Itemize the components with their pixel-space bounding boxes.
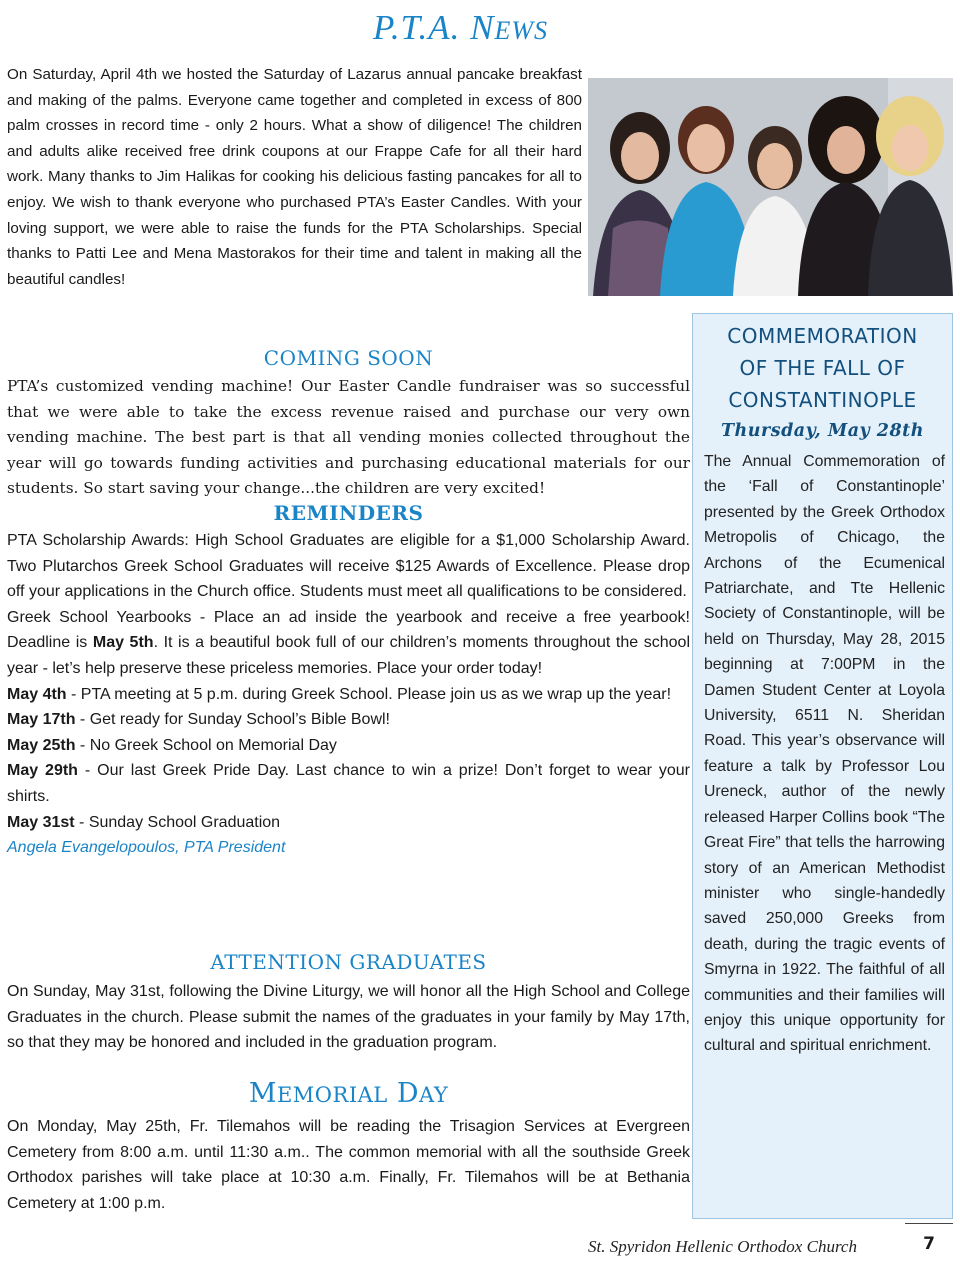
reminder-date: May 29th	[7, 762, 78, 780]
reminder-item	[7, 810, 690, 836]
header-rest: EWS	[494, 16, 549, 45]
header-first: P.T.A. N	[373, 8, 495, 47]
graduates-body: On Sunday, May 31st, following the Divine Liturgy, we will honor all the High School and College Graduates in the church. Please submit the names of the graduates in your family by May 17th, so that they may be honored and included in the graduation program.	[7, 983, 690, 1052]
yearbook-date: May 5th	[92, 634, 154, 652]
yearbook-pre: Greek School Yearbooks - Place an ad inside the yearbook and receive a free yearbook! Deadline is	[7, 608, 690, 652]
memorial-title-emorial: EMORIAL	[276, 1083, 388, 1107]
scholarship-text: PTA Scholarship Awards: High School Graduates are eligible for a $1,000 Scholarship Award. Two Plutarchos Greek School Graduates will receive $125 Awards of Excellence. Please drop off your applications in the Church office. Students must meet all qualifications to be considered.	[7, 532, 690, 601]
commemoration-sidebar	[692, 313, 953, 1219]
page-header	[373, 8, 548, 48]
sidebar-title-line3: CONSTANTINOPLE	[728, 388, 917, 412]
memorial-body: On Monday, May 25th, Fr. Tilemahos will be reading the Trisagion Services at Evergreen Cemetery from 8:00 a.m. until 11:30 a.m.. The common memorial with all the southside Greek Orthodox parishes will take place at 10:30 a.m. Finally, Fr. Tilemahos will be at Bethania Cemetery at 1:00 p.m.	[7, 1118, 690, 1212]
intro-paragraph: On Saturday, April 4th we hosted the Saturday of Lazarus annual pancake breakfast and making of the palms. Everyone came together and completed in excess of 800 palm crosses in record time - only 2 hours. What a show of diligence! The children and adults alike received free drink coupons at our Frappe Cafe for all their hard work. Many thanks to Jim Halikas for cooking his delicious fasting pancakes for all to enjoy. We wish to thank everyone who purchased PTA’s Easter Candles. With your loving support, we were able to raise the funds for the PTA Scholarships. Special thanks to Patti Lee and Mena Mastorakos for their time and talent in making all the beautiful candles!	[7, 66, 582, 288]
reminder-item	[7, 733, 690, 759]
yearbook-text	[7, 605, 690, 682]
reminder-item	[7, 758, 690, 809]
memorial-title-m: M	[248, 1078, 277, 1109]
signature: Angela Evangelopoulos, PTA President	[7, 839, 286, 857]
sidebar-date: Thursday, May 28th	[721, 421, 924, 441]
reminder-text: - No Greek School on Memorial Day	[75, 736, 337, 754]
coming-soon-title: COMING SOON	[263, 346, 434, 370]
reminder-item	[7, 707, 690, 733]
reminder-date: May 17th	[7, 711, 76, 729]
memorial-title-ay: AY	[419, 1083, 449, 1107]
footer-church-name: St. Spyridon Hellenic Orthodox Church	[588, 1237, 857, 1256]
reminders-title: REMINDERS	[273, 501, 424, 525]
reminder-text: - Sunday School Graduation	[74, 813, 281, 831]
graduates-title: ATTENTION GRADUATES	[210, 950, 487, 974]
reminders-block	[7, 528, 690, 861]
reminder-date: May 4th	[7, 685, 67, 703]
reminder-text: - Our last Greek Pride Day. Last chance to win a prize! Don’t forget to wear your shirts.	[7, 762, 691, 805]
reminder-text: - Get ready for Sunday School’s Bible Bowl!	[75, 711, 390, 729]
page-number: 7	[905, 1223, 953, 1264]
memorial-title	[7, 1078, 690, 1109]
reminder-text: - PTA meeting at 5 p.m. during Greek School. Please join us as we wrap up the year!	[66, 685, 672, 703]
reminder-date: May 25th	[7, 736, 76, 754]
memorial-title-d: D	[396, 1078, 419, 1109]
yearbook-post: . It is a beautiful book full of our children’s moments throughout the school year - let’s help preserve these priceless memories. Place your order today!	[7, 634, 690, 677]
reminder-date: May 31st	[7, 813, 75, 831]
sidebar-body: The Annual Commemoration of the ‘Fall of Constantinople’ presented by the Greek Orthodox Metropolis of Chicago, the Archons of the Ecumenical Patriarchate, and Tte Hellenic Society of Constantinople, will be held on Thursday, May 28, 2015 beginning at 7:00PM in the Damen Student Center at Loyola University, 6511 N. Sheridan Road. This year’s observance will feature a talk by Professor Lou Ureneck, author of the newly released Harper Collins book “The Great Fire” that tells the harrowing story of an American Methodist minister who single-handedly saved 250,000 Greeks from death, during the tragic events of Smyrna in 1922. The faithful of all communities and their families will enjoy this unique opportunity for cultural and spiritual enrichment.	[704, 453, 945, 1055]
coming-soon-body: PTA’s customized vending machine! Our Easter Candle fundraiser was so successful that we were able to take the excess revenue raised and purchase our very own vending machine. The best part is that all vending monies collected throughout the year will go towards funding activities and purchasing educational materials for our students. So start saving your change...the children are very excited!	[7, 377, 690, 498]
group-photo	[588, 78, 953, 296]
sidebar-title-line1: COMMEMORATION	[727, 324, 918, 348]
sidebar-title-line2: OF THE FALL OF	[739, 356, 906, 380]
reminder-item	[7, 682, 690, 708]
